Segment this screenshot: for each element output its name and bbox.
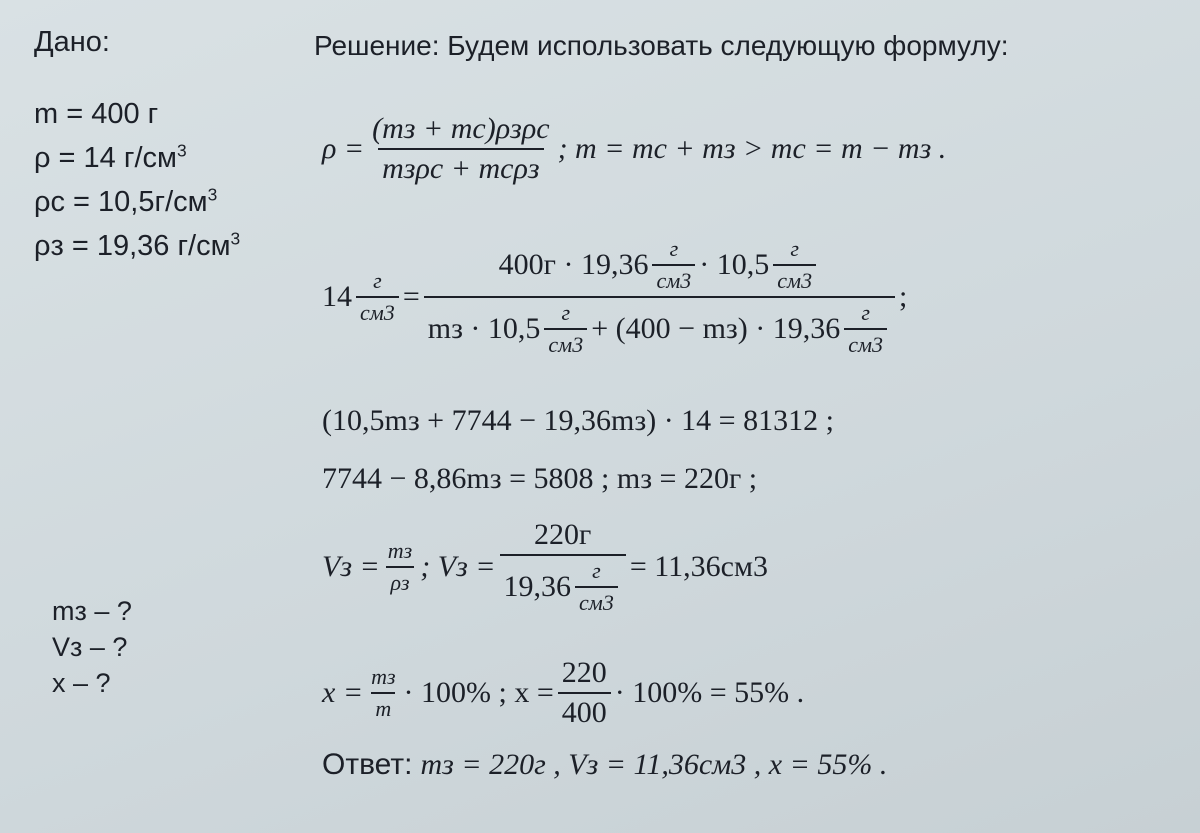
answer	[322, 748, 887, 782]
unit-fraction: $\frac{г}{см3}$	[652, 236, 695, 294]
volume-def-fraction: $\frac{mз}{\rho з}$	[387, 538, 413, 595]
find-fraction: x – ?	[52, 668, 111, 698]
given-mass: m = 400 г	[34, 98, 159, 130]
unit-fraction: $\frac{г}{см3}$	[844, 300, 887, 358]
unit-fraction: $\frac{г}{см3}$	[544, 300, 587, 358]
fraction-value: $\frac{220}{400}$	[558, 656, 611, 730]
unit-fraction: $\frac{г}{см3}$	[356, 268, 399, 326]
volume-value-fraction: 220г 19,36 $\frac{г}{см3}$	[500, 518, 626, 616]
given-density: ρ = 14 $г/см^3$	[34, 140, 187, 174]
given-density-gold: ρз = 19,36 $г/см^3$	[34, 228, 241, 262]
answer-text: mз = 220г , Vз = 11,36см3 , x = 55% .	[420, 748, 888, 781]
formula-volume: Vз = $\frac{mз}{\rho з}$ ; Vз = 220г 19,36 $\frac{г}{см3}$ = 11,36см3	[322, 518, 768, 615]
given-title: Дано:	[34, 26, 110, 58]
formula-equation: (10,5mз + 7744 − 19,36mз) · 14 = 81312 ;	[322, 404, 834, 437]
answer-label: Ответ:	[322, 748, 413, 781]
fraction-def: $\frac{mз}{m}$	[371, 664, 396, 721]
find-volume-gold: Vз – ?	[52, 632, 128, 662]
formula-solve-mass: 7744 − 8,86mз = 5808 ; mз = 220г ;	[322, 462, 758, 495]
formula-fraction: x = $\frac{mз}{m}$ · 100% ; x = $\frac{220}{400}$ · 100% = 55% .	[322, 656, 805, 729]
formula-substitution: 14 $\frac{г}{см3}$ = 400г · 19,36 $\frac{г}{см3}$ · 10,5 $\frac{г}{см3}$ mз · 10,5 $\frac{г}{см3}$ + (400 − mз) · 19,36 $\frac{г}{см3}$ ;	[322, 236, 908, 357]
find-mass-gold: mз – ?	[52, 596, 132, 626]
solution-header: Решение: Будем использовать следующую формулу:	[314, 30, 1009, 61]
unit-fraction: $\frac{г}{см3}$	[773, 236, 816, 294]
formula-density-fraction: $\frac{\text{(mз + mc)ρзρc}}{\text{mзρc + mcρз}}$	[372, 112, 550, 185]
given-density-silver: $\rho c = 10,5г/см^3$	[34, 184, 218, 218]
formula-density-mixture: ρ = $\frac{\text{(mз + mc)ρзρc}}{\text{mзρc + mcρз}}$ ; m = mc + mз > mc = m − mз .	[322, 112, 947, 185]
unit-fraction: $\frac{г}{см3}$	[575, 558, 618, 616]
substitution-fraction: 400г · 19,36 $\frac{г}{см3}$ · 10,5 $\frac{г}{см3}$ mз · 10,5 $\frac{г}{см3}$ + (400 − mз) · 19,36 $\frac{г}{см3}$	[424, 236, 895, 358]
